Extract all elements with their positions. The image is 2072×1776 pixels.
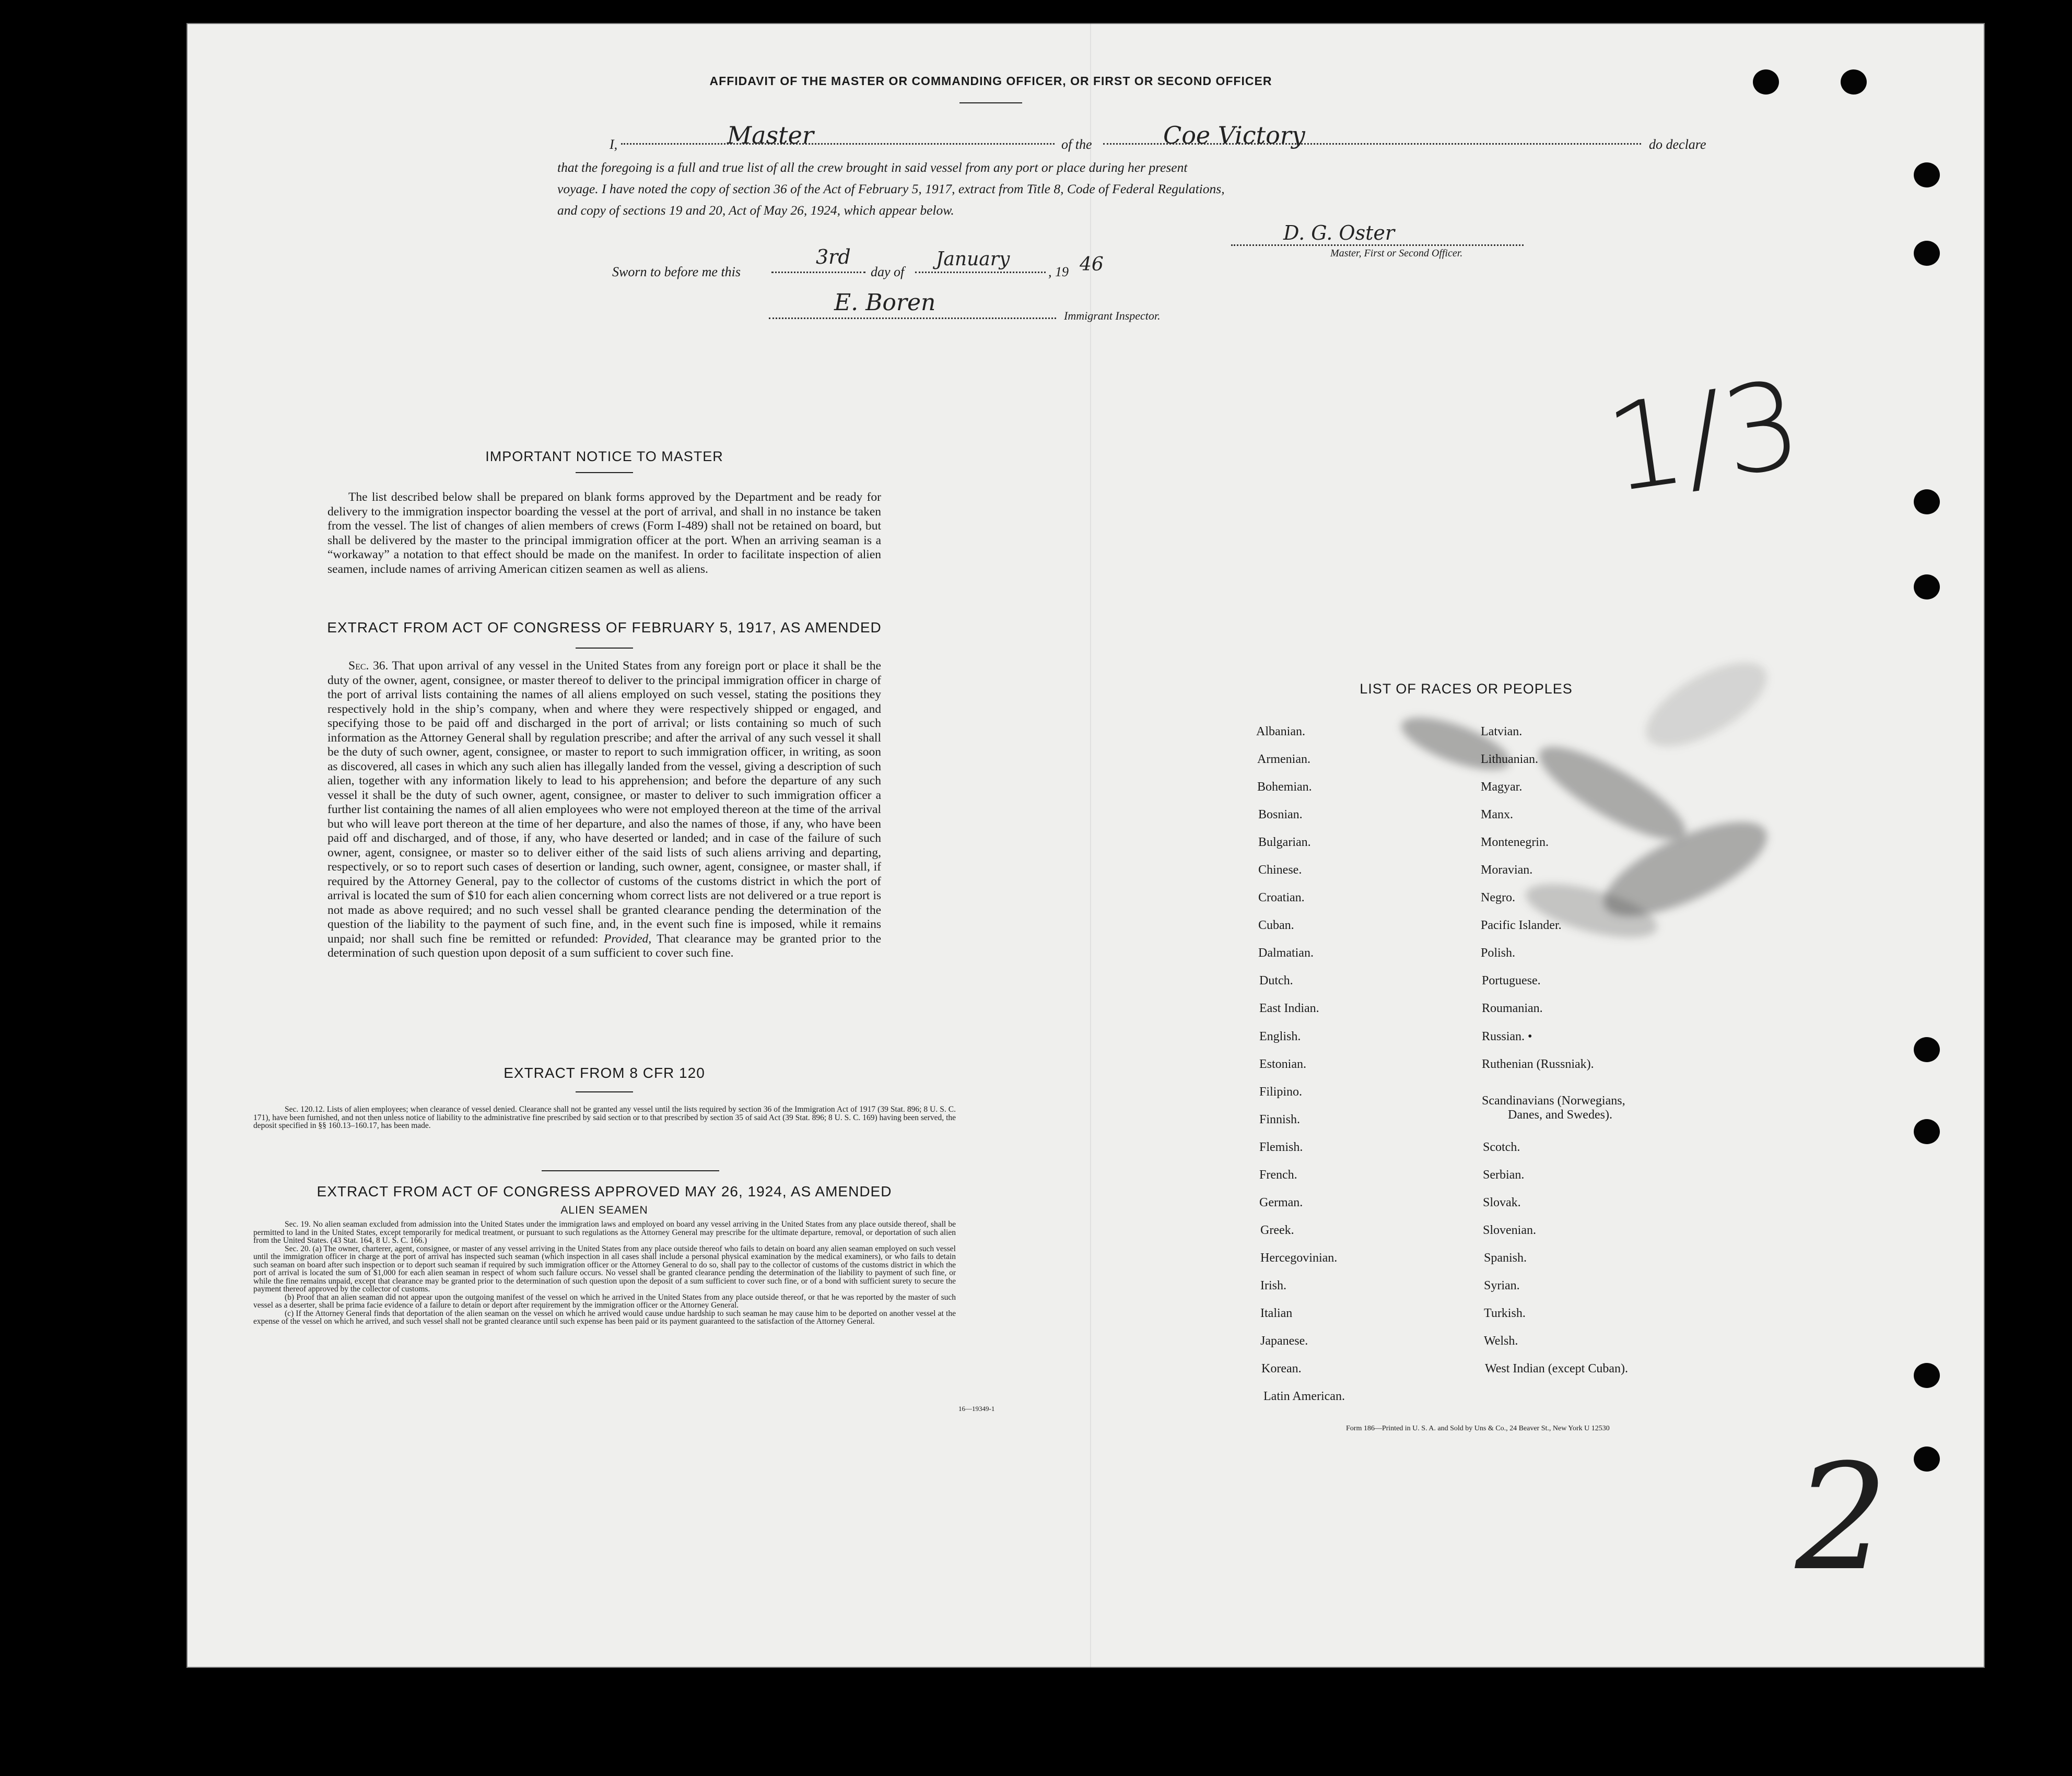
race-english: English. (1259, 1030, 1301, 1043)
affidavit-line-2: that the foregoing is a full and true list of all the crew brought in said vessel from any port or place during her present (557, 160, 1188, 175)
extract-footer-code: 16—19349-1 (958, 1405, 995, 1413)
race-flemish: Flemish. (1259, 1140, 1303, 1154)
races-heading: LIST OF RACES OR PEOPLES (1360, 681, 1573, 697)
sworn-day-handwritten: 3rd (816, 245, 851, 268)
race-bosnian: Bosnian. (1258, 808, 1303, 821)
notice-text: The list described below shall be prepared on blank forms approved by the Department and be ready for delivery to the immigration inspector boarding the vessel at the port of arrival, and shall in no instance be taken from the vessel. The list of changes of alien members of crews (Form I-489) shall not be retained on board, but shall be delivered by the master to the principal immigration officer at the port. When an arriving seaman is a “workaway” a notation to that effect should be made on the manifest. In order to facilitate inspection of alien seamen, include names of arriving American citizen seamen as well as aliens. (327, 490, 881, 576)
extract-1924-heading: EXTRACT FROM ACT OF CONGRESS APPROVED MAY 26, 1924, AS AMENDED (317, 1183, 892, 1199)
sec-20c-text: (c) If the Attorney General finds that deportation of the alien seaman on the vessel on which he arrived would cause undue hardship to such seaman he may cause him to be deported on another vessel at the expense of the vessel on which he arrived, and such vessel shall not be granted clearance until such expense has been paid or its payment guaranteed to the satisfaction of the Attorney General. (253, 1309, 956, 1326)
race-spanish: Spanish. (1484, 1251, 1527, 1265)
extract-1917-underline (576, 648, 633, 649)
extract-cfr-text: Sec. 120.12. Lists of alien employees; when clearance of vessel denied. Clearance shall not be granted any vessel until the lists required by section 36 of the Immigration Act of 1917 (39 Stat. 896; 8 U. S. C. 171), have been furnished, and not then unless notice of liability to the administrative fine prescribed by said section or to that prescribed by section 35 of said Act (39 Stat. 896; 8 U. S. C. 169) having been served, the deposit specified in §§ 160.13–160.17, has been made. (253, 1105, 956, 1130)
race-albanian: Albanian. (1256, 725, 1305, 738)
race-croatian: Croatian. (1258, 891, 1305, 904)
punch-hole (1841, 69, 1867, 95)
race-magyar: Magyar. (1481, 780, 1523, 794)
sec-20a-text: Sec. 20. (a) The owner, charterer, agent, consignee, or master of any vessel arriving in the United States from any place outside thereof who fails to detain on board any alien seaman employed on such vessel until the immigration officer in charge at the port of arrival has inspected such seaman (which inspection in all cases shall include a personal physical examination by the medical examiners), or who fails to detain such seaman on board after such inspection or to deport such seaman if required by such immigration officer or the Attorney General to do so, shall pay to the collector of customs of the customs district in which the port of arrival is located the sum of $1,000 for each alien seaman in respect of whom such failure occurs. No vessel shall be granted clearance pending the determination of the liability to payment of such fine, or while the fine remains unpaid, except that clearance may be granted prior to the determination of such question upon the deposit of a sum sufficient to cover such fine, or of a bond with sufficient surety to secure the payment thereof approved by the collector of customs. (253, 1244, 956, 1293)
race-irish: Irish. (1260, 1279, 1286, 1292)
sec-36-label: Sec. 36. (348, 659, 389, 673)
race-moravian: Moravian. (1481, 863, 1533, 877)
punch-hole (1914, 1119, 1940, 1144)
race-estonian: Estonian. (1259, 1057, 1306, 1071)
race-pacific-islander: Pacific Islander. (1481, 919, 1562, 932)
race-turkish: Turkish. (1484, 1307, 1526, 1320)
punch-hole (1753, 69, 1779, 95)
race-latvian: Latvian. (1481, 725, 1523, 738)
affidavit-line-4: and copy of sections 19 and 20, Act of May 26, 1924, which appear below. (557, 203, 954, 218)
race-bulgarian: Bulgarian. (1258, 836, 1311, 849)
punch-hole (1914, 162, 1940, 187)
race-serbian: Serbian. (1483, 1168, 1525, 1182)
sworn-month-handwritten: January (936, 249, 1010, 270)
sec-36-text-b: That clearance may be granted prior to the determination of such question upon deposit of a sum sufficient to cover such fine. (327, 932, 881, 960)
affidavit-i: I, (610, 137, 618, 152)
race-dalmatian: Dalmatian. (1258, 946, 1314, 960)
extract-1917-heading: EXTRACT FROM ACT OF CONGRESS OF FEBRUARY 5, 1917, AS AMENDED (327, 619, 882, 636)
year-prefix: , 19 (1048, 264, 1069, 279)
race-montenegrin: Montenegrin. (1481, 836, 1549, 849)
vessel-handwritten: Coe Victory (1163, 121, 1305, 149)
race-roumanian: Roumanian. (1482, 1002, 1543, 1015)
punch-hole (1914, 1363, 1940, 1388)
ink-smudge (1633, 645, 1780, 763)
race-slovenian: Slovenian. (1483, 1224, 1536, 1237)
affidavit-title: AFFIDAVIT OF THE MASTER OR COMMANDING OFFICER, OR FIRST OR SECOND OFFICER (709, 74, 1272, 88)
race-scandinavians-cont: Danes, and Swedes). (1508, 1108, 1612, 1122)
race-bohemian: Bohemian. (1257, 780, 1312, 794)
race-ruthenian: Ruthenian (Russniak). (1482, 1057, 1594, 1071)
race-japanese: Japanese. (1260, 1334, 1308, 1348)
race-scotch: Scotch. (1483, 1140, 1520, 1154)
handwritten-page-number: 2 (1795, 1433, 1889, 1603)
provided-label: Provided, (604, 932, 652, 946)
signature-caption: Master, First or Second Officer. (1330, 248, 1463, 259)
title-underline (959, 102, 1022, 103)
do-declare-label: do declare (1649, 137, 1706, 152)
inspector-signature: E. Boren (834, 289, 936, 316)
extract-cfr-heading: EXTRACT FROM 8 CFR 120 (504, 1065, 705, 1081)
affidavit-body (557, 157, 1706, 221)
affidavit-line-3: voyage. I have noted the copy of section 36 of the Act of February 5, 1917, extract from Title 8, Code of Federal Regulations, (557, 181, 1225, 196)
inspector-line (769, 317, 1056, 319)
section-divider (542, 1170, 719, 1171)
race-korean: Korean. (1261, 1362, 1302, 1375)
sec-20b-text: (b) Proof that an alien seaman did not appear upon the outgoing manifest of the vessel on which he arrived in the United States from any place outside thereof, or that he was reported by the master of such vessel as a deserter, shall be prima facie evidence of a failure to detain or deport after requirement by the immigration officer or the Attorney General. (253, 1292, 956, 1310)
race-slovak: Slovak. (1483, 1196, 1521, 1209)
race-hercegovinian: Hercegovinian. (1260, 1251, 1338, 1265)
month-line (915, 272, 1046, 273)
ink-smudge (1528, 731, 1696, 855)
day-line (771, 272, 865, 273)
race-greek: Greek. (1260, 1224, 1294, 1237)
race-welsh: Welsh. (1484, 1334, 1518, 1348)
race-manx: Manx. (1481, 808, 1513, 821)
punch-hole (1914, 574, 1940, 599)
race-finnish: Finnish. (1259, 1113, 1301, 1126)
sworn-year-handwritten: 46 (1080, 254, 1104, 275)
sec-36-text-a: That upon arrival of any vessel in the United States from any foreign port or place it shall be the duty of the owner, agent, consignee, or master thereof to deliver to the principal immigration officer in charge of the port of arrival lists containing the names of all aliens employed on such vessel, stating the positions they respectively hold in the ship’s company, when and where they were respectively shipped or engaged, and specifying those to be paid off and discharged in the port of arrival; or lists containing so much of such information as the Attorney General shall by regulation prescribe; and after the arrival of any such vessel it shall be the duty of such owner, agent, consignee, or master to report to such immigration officer, in writing, as soon as discovered, all cases in which any such alien has illegally landed from the vessel, giving a description of such alien, together with any information likely to lead to his apprehension; and before the departure of any such vessel it shall be the duty of such owner, agent, consignee, or master to deliver to such immigration officer a further list containing the names of all alien employees who were not employed thereon at the time of the arrival but who will leave port thereon at the time of her departure, and also the names of those, if any, who have been paid off and discharged, and of those, if any, who have deserted or landed; and in case of the failure of such owner, agent, consignee, or master so to deliver either of the said lists of such aliens arriving and departing, respectively, or so to report such cases of desertion or landing, such owner, agent, consignee, or master shall, if required by the Attorney General, pay to the collector of customs of the customs district in which the port of arrival is located the sum of $10 for each alien concerning whom correct lists are not delivered or a true report is not made as above required; and no such vessel shall be granted clearance pending the determination of the question of the liability to the payment of such fine, and, in the event such fine is imposed, while it remains unpaid; nor shall such fine be remitted or refunded: (327, 659, 881, 946)
race-latin-american: Latin American. (1263, 1390, 1345, 1403)
race-russian: Russian. • (1482, 1030, 1532, 1043)
punch-hole (1914, 241, 1940, 266)
alien-seamen-subheading: ALIEN SEAMEN (560, 1204, 648, 1216)
race-west-indian: West Indian (except Cuban). (1485, 1362, 1628, 1375)
punch-hole (1914, 1037, 1940, 1062)
sworn-line (612, 245, 1396, 290)
race-portuguese: Portuguese. (1482, 974, 1541, 987)
race-german: German. (1259, 1196, 1303, 1209)
ink-smudge (1396, 707, 1516, 780)
document-page (186, 23, 1985, 1668)
extract-1917-text (327, 659, 881, 961)
notice-heading: IMPORTANT NOTICE TO MASTER (485, 449, 723, 464)
notice-underline (576, 472, 633, 473)
extract-cfr-underline (576, 1091, 633, 1092)
day-of-label: day of (871, 264, 905, 279)
name-line (621, 143, 1055, 145)
extract-1924-text (253, 1220, 956, 1326)
race-chinese: Chinese. (1258, 863, 1302, 877)
signature-line (1231, 244, 1524, 246)
race-scandinavians: Scandinavians (Norwegians, (1482, 1094, 1625, 1108)
race-dutch: Dutch. (1259, 974, 1293, 987)
race-lithuanian: Lithuanian. (1481, 752, 1538, 766)
race-cuban: Cuban. (1258, 919, 1294, 932)
inspector-caption: Immigrant Inspector. (1064, 309, 1161, 322)
punch-hole (1914, 1446, 1940, 1472)
master-handwritten: Master (727, 121, 814, 149)
race-polish: Polish. (1481, 946, 1516, 960)
race-french: French. (1259, 1168, 1297, 1182)
of-the-label: of the (1061, 137, 1092, 152)
race-filipino: Filipino. (1259, 1085, 1303, 1099)
race-negro: Negro. (1481, 891, 1515, 904)
sworn-prefix: Sworn to before me this (612, 264, 741, 279)
form-footer: Form 186—Printed in U. S. A. and Sold by Uns & Co., 24 Beaver St., New York U 12530 (1346, 1425, 1610, 1432)
race-east-indian: East Indian. (1259, 1002, 1319, 1015)
master-signature: D. G. Oster (1283, 221, 1395, 244)
race-italian: Italian (1260, 1307, 1293, 1320)
sec-19-text: Sec. 19. No alien seaman excluded from admission into the United States under the immigration laws and employed on board any vessel arriving in the United States from any place outside thereof, shall be permitted to land in the United States, except temporarily for medical treatment, or pursuant to such regulations as the Attorney General may prescribe for the ultimate departure, removal, or deportation of such alien from the United States. (43 Stat. 164, 8 U. S. C. 166.) (253, 1220, 956, 1245)
race-syrian: Syrian. (1484, 1279, 1520, 1292)
punch-hole (1914, 489, 1940, 514)
race-armenian: Armenian. (1257, 752, 1310, 766)
handwritten-folio-mark: 1/3 (1598, 355, 1809, 520)
